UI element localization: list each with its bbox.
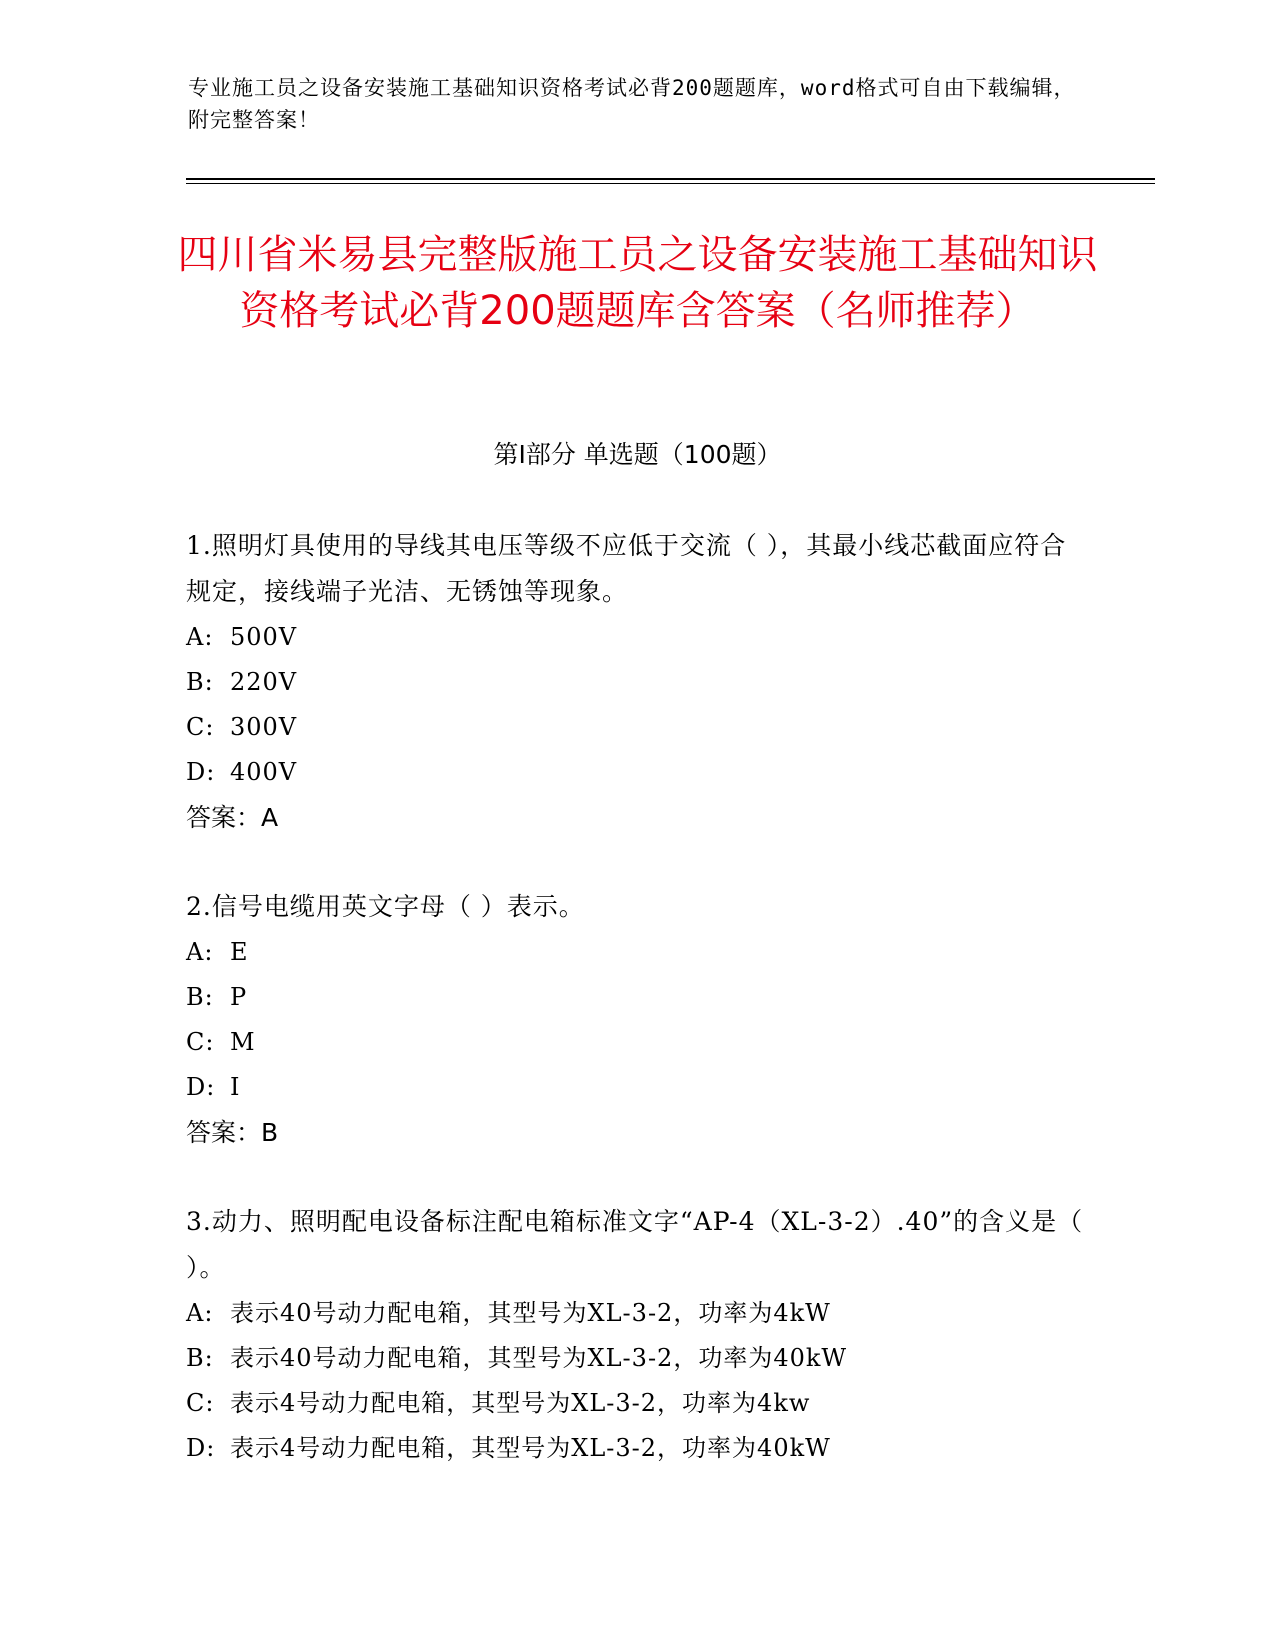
option-text: E <box>230 938 249 966</box>
option-text: 表示40号动力配电箱，其型号为XL-3-2，功率为4kW <box>230 1299 831 1327</box>
option-text: 表示4号动力配电箱，其型号为XL-3-2，功率为4kw <box>230 1389 811 1417</box>
option-d <box>186 1065 1086 1110</box>
header-divider-thick <box>186 178 1155 180</box>
option-text: 表示40号动力配电箱，其型号为XL-3-2，功率为40kW <box>230 1344 848 1372</box>
question-text: 3.动力、照明配电设备标注配电箱标准文字“AP-4（XL-3-2）.40”的含义是（ ）。 <box>186 1207 1084 1282</box>
option-d <box>186 750 1086 795</box>
question-2 <box>186 884 1086 1156</box>
option-b <box>186 1336 1086 1381</box>
option-a <box>186 930 1086 975</box>
header-divider-thin <box>186 183 1155 184</box>
option-letter: B: <box>186 983 214 1011</box>
answer-line: 答案：A <box>186 803 279 832</box>
option-c <box>186 705 1086 750</box>
option-text: 表示4号动力配电箱，其型号为XL-3-2，功率为40kW <box>230 1434 831 1462</box>
option-text: 300V <box>230 713 298 741</box>
option-c <box>186 1020 1086 1065</box>
section-title: 第Ⅰ部分 单选题（100题） <box>493 440 782 469</box>
option-text: 220V <box>230 668 298 696</box>
document-title: 四川省米易县完整版施工员之设备安装施工基础知识资格考试必背200题题库含答案（名师推荐） <box>177 232 1098 334</box>
option-letter: C: <box>186 1028 215 1056</box>
question-list <box>186 523 1086 1514</box>
option-c <box>186 1381 1086 1426</box>
option-letter: C: <box>186 1389 215 1417</box>
option-text: P <box>230 983 248 1011</box>
option-letter: B: <box>186 1344 214 1372</box>
option-letter: C: <box>186 713 215 741</box>
option-letter: B: <box>186 668 214 696</box>
option-text: 500V <box>230 623 298 651</box>
question-text: 2.信号电缆用英文字母（ ）表示。 <box>186 892 585 921</box>
option-letter: A: <box>186 938 214 966</box>
option-b <box>186 660 1086 705</box>
option-letter: D: <box>186 1073 216 1101</box>
question-1 <box>186 523 1086 841</box>
option-letter: D: <box>186 758 216 786</box>
option-a <box>186 615 1086 660</box>
option-text: 400V <box>230 758 298 786</box>
option-text: I <box>230 1073 241 1101</box>
option-text: M <box>230 1028 256 1056</box>
option-letter: A: <box>186 1299 214 1327</box>
question-text: 1.照明灯具使用的导线其电压等级不应低于交流（ ），其最小线芯截面应符合规定，接线端子光洁、无锈蚀等现象。 <box>186 531 1067 606</box>
question-3 <box>186 1199 1086 1471</box>
header-note: 专业施工员之设备安装施工基础知识资格考试必背200题题库，word格式可自由下载编辑，附完整答案！ <box>188 76 1076 132</box>
option-b <box>186 975 1086 1020</box>
option-a <box>186 1291 1086 1336</box>
option-letter: D: <box>186 1434 216 1462</box>
option-d <box>186 1426 1086 1471</box>
option-letter: A: <box>186 623 214 651</box>
answer-line: 答案：B <box>186 1118 279 1147</box>
